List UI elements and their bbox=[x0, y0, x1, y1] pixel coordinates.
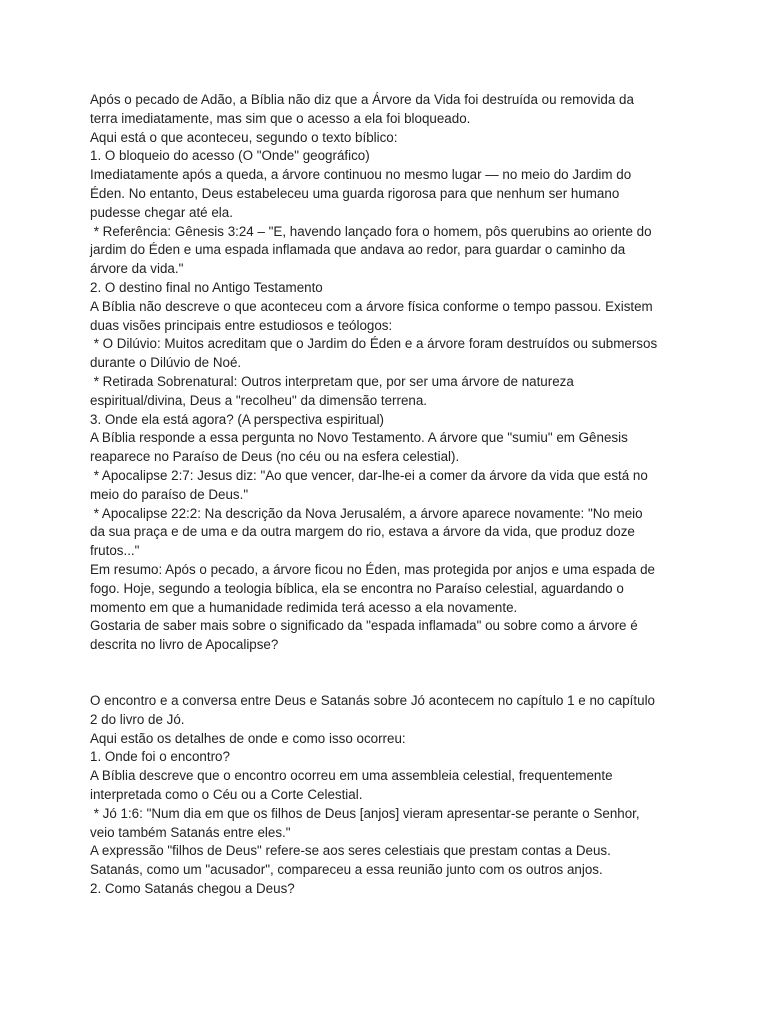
text-line: O encontro e a conversa entre Deus e Satanás sobre Jó acontecem no capítulo 1 e no capítulo bbox=[90, 693, 655, 708]
text-line: espiritual/divina, Deus a "recolheu" da dimensão terrena. bbox=[90, 392, 428, 408]
text-line: Aqui está o que aconteceu, segundo o texto bíblico: bbox=[90, 129, 398, 145]
text-line: 3. Onde ela está agora? (A perspectiva espiritual) bbox=[90, 411, 385, 427]
text-section-deus-satanas-jo bbox=[90, 692, 690, 899]
text-line: * Apocalipse 2:7: Jesus diz: "Ao que vencer, dar-lhe-ei a comer da árvore da vida que está no bbox=[90, 467, 648, 483]
text-line: fogo. Hoje, segundo a teologia bíblica, ela se encontra no Paraíso celestial, aguardando o bbox=[90, 580, 624, 596]
text-section-arvore-da-vida bbox=[90, 91, 690, 655]
text-line: Após o pecado de Adão, a Bíblia não diz que a Árvore da Vida foi destruída ou removida da bbox=[90, 92, 634, 107]
text-line: 1. Onde foi o encontro? bbox=[90, 749, 230, 765]
text-line: frutos..." bbox=[90, 543, 140, 559]
text-line: A Bíblia não descreve o que aconteceu com a árvore física conforme o tempo passou. Existem bbox=[90, 298, 653, 314]
text-line: 2. O destino final no Antigo Testamento bbox=[90, 279, 323, 295]
text-line: Satanás, como um "acusador", compareceu a essa reunião junto com os outros anjos. bbox=[90, 862, 603, 878]
text-line: interpretada como o Céu ou a Corte Celestial. bbox=[90, 786, 363, 802]
text-line: 2 do livro de Jó. bbox=[90, 711, 185, 727]
text-line: árvore da vida." bbox=[90, 261, 184, 277]
text-line: A Bíblia responde a essa pergunta no Novo Testamento. A árvore que "sumiu" em Gênesis bbox=[90, 430, 628, 446]
text-line: descrita no livro de Apocalipse? bbox=[90, 637, 279, 653]
text-line: Éden. No entanto, Deus estabeleceu uma guarda rigorosa para que nenhum ser humano bbox=[90, 185, 620, 201]
text-line: pudesse chegar até ela. bbox=[90, 204, 233, 220]
text-line: terra imediatamente, mas sim que o acesso a ela foi bloqueado. bbox=[90, 110, 471, 126]
text-line: Gostaria de saber mais sobre o significado da "espada inflamada" ou sobre como a árvore é bbox=[90, 618, 638, 634]
text-line: veio também Satanás entre eles." bbox=[90, 824, 291, 840]
text-line: da sua praça e de uma e da outra margem do rio, estava a árvore da vida, que produz doze bbox=[90, 524, 635, 540]
text-line: 1. O bloqueio do acesso (O "Onde" geográfico) bbox=[90, 148, 370, 164]
text-line: Imediatamente após a queda, a árvore continuou no mesmo lugar — no meio do Jardim do bbox=[90, 167, 632, 183]
text-line: meio do paraíso de Deus." bbox=[90, 486, 249, 502]
text-line: A Bíblia descreve que o encontro ocorreu em uma assembleia celestial, frequentemente bbox=[90, 768, 613, 784]
text-line: duas visões principais entre estudiosos e teólogos: bbox=[90, 317, 393, 333]
text-line: Aqui estão os detalhes de onde e como isso ocorreu: bbox=[90, 730, 406, 746]
text-line: * O Dilúvio: Muitos acreditam que o Jardim do Éden e a árvore foram destruídos ou submersos bbox=[90, 336, 658, 352]
text-line: durante o Dilúvio de Noé. bbox=[90, 355, 242, 371]
text-line: reaparece no Paraíso de Deus (no céu ou na esfera celestial). bbox=[90, 449, 460, 465]
text-line: A expressão "filhos de Deus" refere-se aos seres celestiais que prestam contas a Deus. bbox=[90, 843, 611, 859]
text-line: * Jó 1:6: "Num dia em que os filhos de Deus [anjos] vieram apresentar-se perante o Senhor, bbox=[90, 805, 640, 821]
text-line: jardim do Éden e uma espada inflamada que andava ao redor, para guardar o caminho da bbox=[90, 242, 626, 258]
text-line: * Apocalipse 22:2: Na descrição da Nova Jerusalém, a árvore aparece novamente: "No meio bbox=[90, 505, 643, 521]
text-line: 2. Como Satanás chegou a Deus? bbox=[90, 880, 295, 896]
text-line: Em resumo: Após o pecado, a árvore ficou no Éden, mas protegida por anjos e uma espada de bbox=[90, 561, 655, 577]
text-line: * Referência: Gênesis 3:24 – "E, havendo lançado fora o homem, pôs querubins ao oriente do bbox=[90, 223, 652, 239]
text-line: momento em que a humanidade redimida terá acesso a ela novamente. bbox=[90, 599, 518, 615]
text-line: * Retirada Sobrenatural: Outros interpretam que, por ser uma árvore de natureza bbox=[90, 373, 574, 389]
